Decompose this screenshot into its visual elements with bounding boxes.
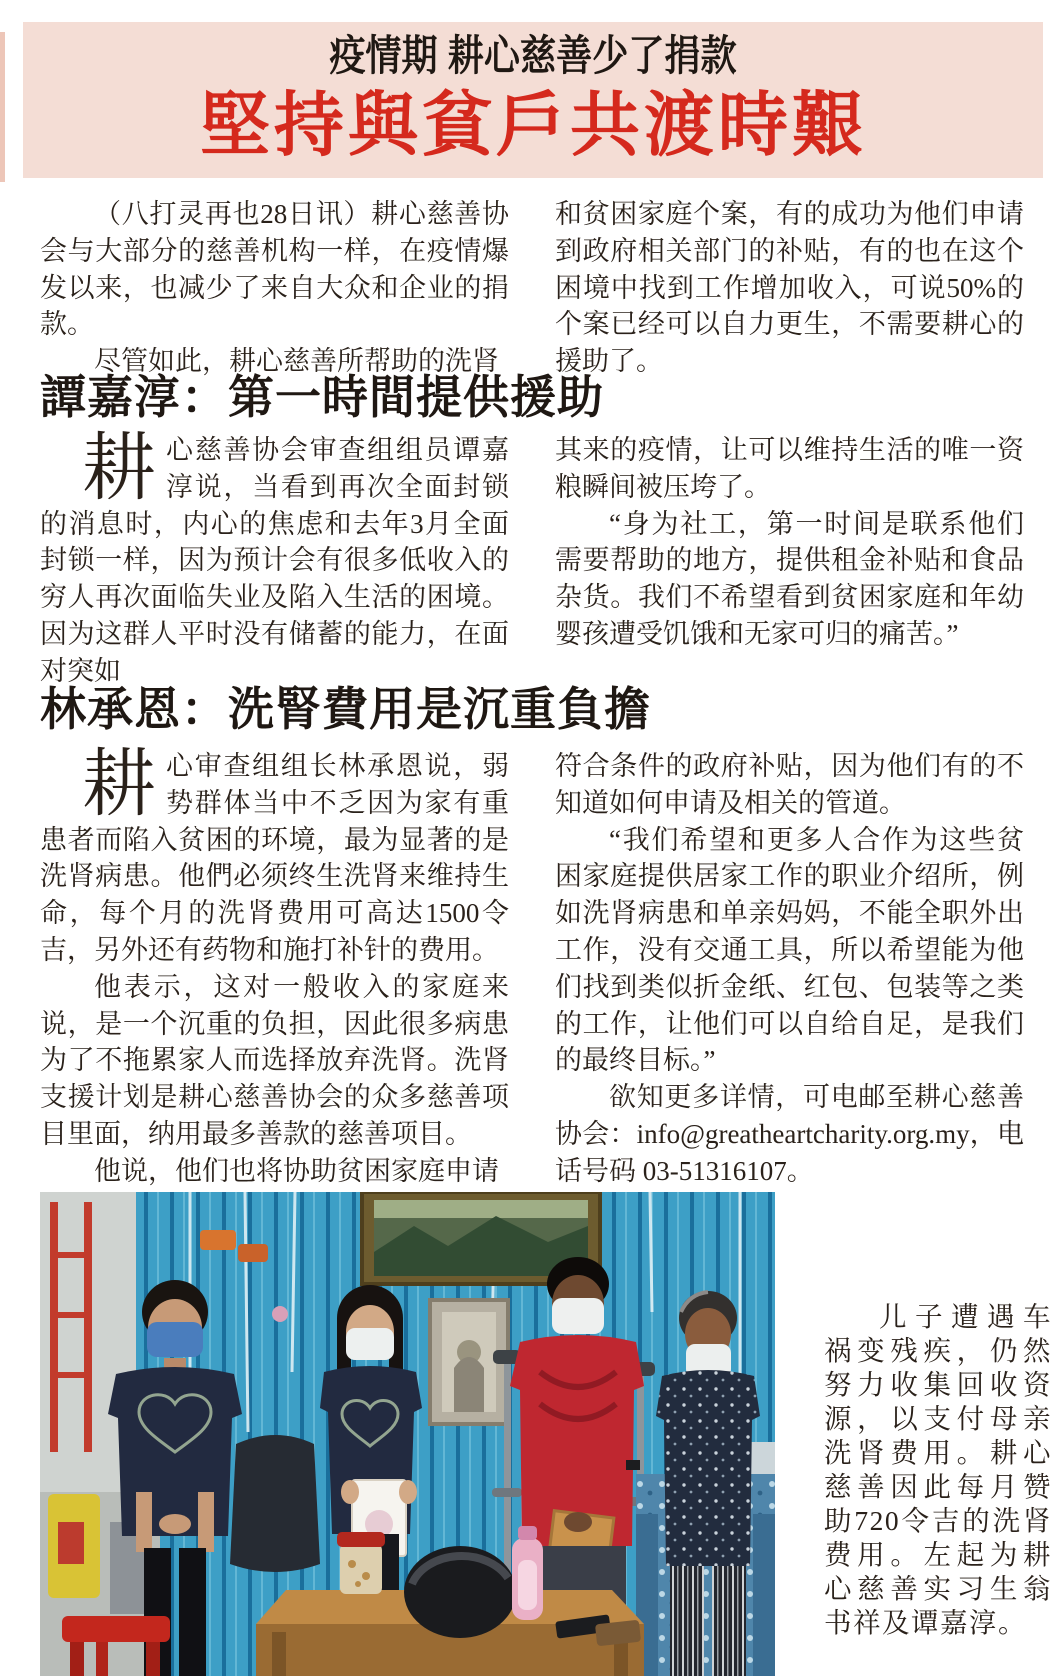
intro-columns: [40, 196, 1024, 380]
lead-paragraph: [40, 428, 509, 690]
pink-ornament: [272, 1306, 288, 1322]
intro-left-column: [40, 196, 509, 380]
paragraph: 他说，他们也将协助贫困家庭申请: [94, 1155, 499, 1186]
jar: [337, 1532, 385, 1594]
page-edge-artifact: [0, 32, 5, 182]
section2-heading: 林承恩：洗腎費用是沉重負擔: [40, 683, 651, 735]
kicker-headline: 疫情期 耕心慈善少了捐款: [329, 32, 737, 79]
paragraph: “身为社工，第一时间是联系他们需要帮助的地方，提供租金补贴和食品杂货。我们不希望看到贫困家庭和年幼婴孩遭受饥饿和无家可归的痛苦。”: [555, 508, 1024, 649]
intro-right-column: [555, 196, 1024, 380]
orange-ornament: [200, 1230, 236, 1250]
paragraph: 其来的疫情，让可以维持生活的唯一资粮瞬间被压垮了。: [555, 435, 1024, 502]
photo-caption: 儿子遭遇车祸变残疾，仍然努力收集回收资源，以支付母亲洗肾费用。耕心慈善因此每月赞助720令吉的洗肾费用。左起为耕心慈善实习生翁书祥及谭嘉淳。: [824, 1301, 1052, 1638]
orange-ornament: [238, 1244, 268, 1262]
lead-text: 心审查组组长林承恩说，弱势群体当中不乏因为家有重患者而陷入贫困的环境，最为显著的是洗肾病患。他們必须终生洗肾来维持生命，每个月的洗肾费用可高达1500令吉，另外还有药物和施打补针的费用。: [40, 751, 509, 965]
paragraph: “我们希望和更多人合作为这些贫困家庭提供居家工作的职业介绍所，例如洗肾病患和单亲妈妈，不能全职外出工作，没有交通工具，所以希望能为他们找到类似折金纸、红包、包装等之类的工作，让他们可以自给自足，是我们的最终目标。”: [555, 824, 1024, 1076]
section1-right-column: [555, 432, 1024, 690]
section2-columns: [40, 744, 1024, 1190]
drop-cap: 耕: [82, 744, 156, 826]
dark-bag: [230, 1435, 320, 1572]
brown-pouch: [595, 1620, 641, 1646]
paragraph: 他表示，这对一般收入的家庭来说，是一个沉重的负担，因此很多病患为了不拖累家人而选择放弃洗肾。洗肾支援计划是耕心慈善协会的众多慈善项目里面，纳用最多善款的慈善项目。: [40, 971, 509, 1149]
headline-banner: [23, 22, 1043, 178]
section2-left-column: [40, 744, 509, 1190]
photo-illustration: [40, 1192, 775, 1676]
news-photo: [40, 1192, 775, 1676]
lead-paragraph: [40, 744, 509, 969]
helmet: [404, 1546, 516, 1638]
section1-heading: 譚嘉淳：第一時間提供援助: [40, 371, 604, 423]
section2-right-column: [555, 748, 1024, 1190]
main-headline: 堅持與貧戶共渡時艱: [200, 86, 866, 164]
section1-left-column: [40, 428, 509, 690]
paragraph: 和贫困家庭个案，有的成功为他们申请到政府相关部门的补贴，有的也在这个困境中找到工作增加收入，可说50%的个案已经可以自力更生，不需要耕心的援助了。: [555, 199, 1024, 377]
paragraph: 尽管如此，耕心慈善所帮助的洗肾: [94, 346, 499, 377]
section2-left-more: [40, 969, 509, 1190]
paragraph: 符合条件的政府补贴，因为他们有的不知道如何申请及相关的管道。: [555, 751, 1024, 818]
drop-cap: 耕: [82, 428, 156, 510]
paragraph: （八打灵再也28日讯）耕心慈善协会与大部分的慈善机构一样，在疫情爆发以来，也减少了来自大众和企业的捐款。: [40, 199, 509, 340]
lead-text: 心慈善协会审查组组员谭嘉淳说，当看到再次全面封锁的消息时，内心的焦虑和去年3月全面封锁一样，因为预计会有很多低收入的穷人再次面临失业及陷入生活的困境。因为这群人平时没有储蓄的能力，在面对突如: [40, 435, 509, 686]
paragraph: 欲知更多详情，可电邮至耕心慈善协会：info@greatheartcharity.org.my，电话号码 03-51316107。: [555, 1082, 1024, 1186]
section1-columns: [40, 428, 1024, 690]
